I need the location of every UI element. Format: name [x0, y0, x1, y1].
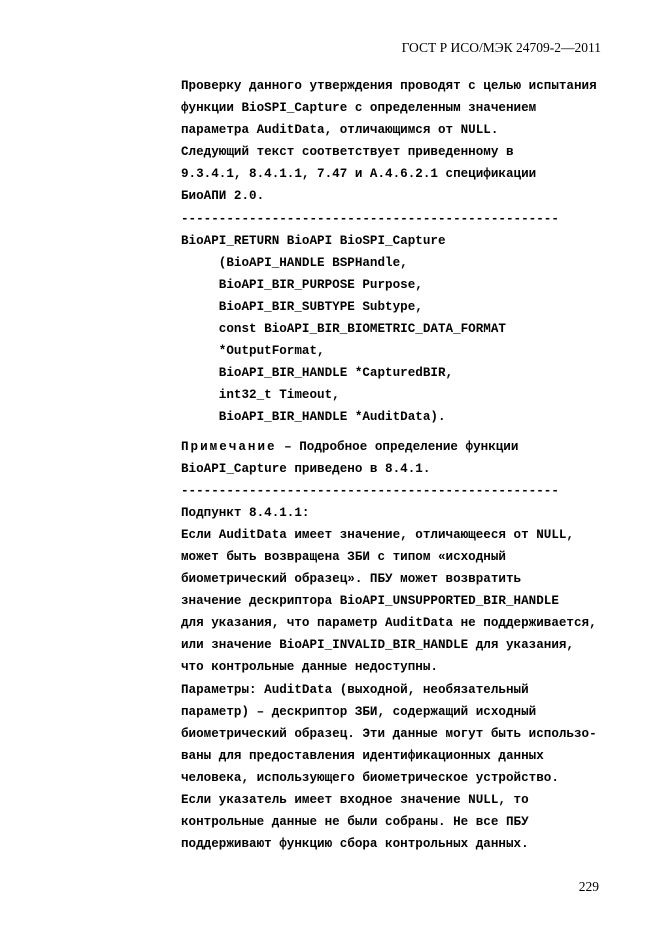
text-line: Следующий текст соответствует приведенному в: [181, 145, 514, 160]
text-line: параметра AuditData, отличающимся от NULL.: [181, 123, 499, 138]
code-block: [181, 230, 621, 429]
intro-paragraph: [181, 75, 621, 208]
code-line: BioAPI_BIR_HANDLE *AuditData).: [181, 410, 446, 425]
text-line: может быть возвращена ЗБИ с типом «исходный: [181, 549, 506, 564]
note-paragraph: [181, 436, 621, 480]
text-line: Если указатель имеет входное значение NULL, то: [181, 793, 529, 807]
code-line: BioAPI_BIR_HANDLE *CapturedBIR,: [181, 366, 454, 381]
document-header: ГОСТ Р ИСО/МЭК 24709-2—2011: [401, 40, 601, 55]
text-line: параметр) – дескриптор ЗБИ, содержащий исходный: [181, 704, 537, 719]
code-line: (BioAPI_HANDLE BSPHandle,: [181, 255, 408, 270]
text-line: значение дескриптора BioAPI_UNSUPPORTED_BIR_HANDLE: [181, 594, 559, 609]
text-line: или значение BioAPI_INVALID_BIR_HANDLE для указания,: [181, 638, 574, 653]
text-line: 9.3.4.1, 8.4.1.1, 7.47 и А.4.6.2.1 спецификации: [181, 167, 537, 182]
code-line: BioAPI_BIR_SUBTYPE Subtype,: [181, 299, 423, 314]
document-body: [181, 75, 621, 855]
separator-line: --------------------------------------------------: [181, 211, 559, 226]
text-line: БиоАПИ 2.0.: [181, 189, 265, 204]
note-line: [181, 436, 621, 458]
note-text: – Подробное определение функции: [276, 439, 519, 454]
text-line: ваны для предоставления идентификационных данных: [181, 748, 544, 763]
text-line: Параметры: AuditData (выходной, необязательный: [181, 682, 529, 697]
text-line: функции BioSPI_Capture с определенным значением: [181, 101, 537, 116]
code-line: BioAPI_BIR_PURPOSE Purpose,: [181, 277, 423, 292]
text-line: для указания, что параметр AuditData не поддерживается,: [181, 616, 597, 631]
code-line: const BioAPI_BIR_BIOMETRIC_DATA_FORMAT: [181, 322, 506, 337]
note-line: BioAPI_Capture приведено в 8.4.1.: [181, 461, 431, 476]
text-line: биометрический образец». ПБУ может возвратить: [181, 572, 522, 587]
note-label: Примечание: [181, 439, 277, 454]
code-line: int32_t Timeout,: [181, 388, 340, 403]
code-line: BioAPI_RETURN BioAPI BioSPI_Capture: [181, 233, 446, 248]
text-line: поддерживают функцию сбора контрольных данных.: [181, 837, 529, 852]
subclause-paragraph: [181, 502, 621, 856]
text-line: биометрический образец. Эти данные могут быть использо-: [181, 726, 597, 741]
text-line: что контрольные данные недоступны.: [181, 660, 438, 675]
text-line: Если AuditData имеет значение, отличающееся от NULL,: [181, 527, 574, 542]
page-number: 229: [578, 879, 599, 894]
separator-line: --------------------------------------------------: [181, 483, 559, 498]
text-line: контрольные данные не были собраны. Не все ПБУ: [181, 815, 529, 830]
text-line: Проверку данного утверждения проводят с целью испытания: [181, 79, 597, 93]
text-line: Подпункт 8.4.1.1:: [181, 505, 310, 520]
text-line: человека, использующего биометрическое устройство.: [181, 770, 559, 785]
code-line: *OutputFormat,: [181, 344, 325, 359]
